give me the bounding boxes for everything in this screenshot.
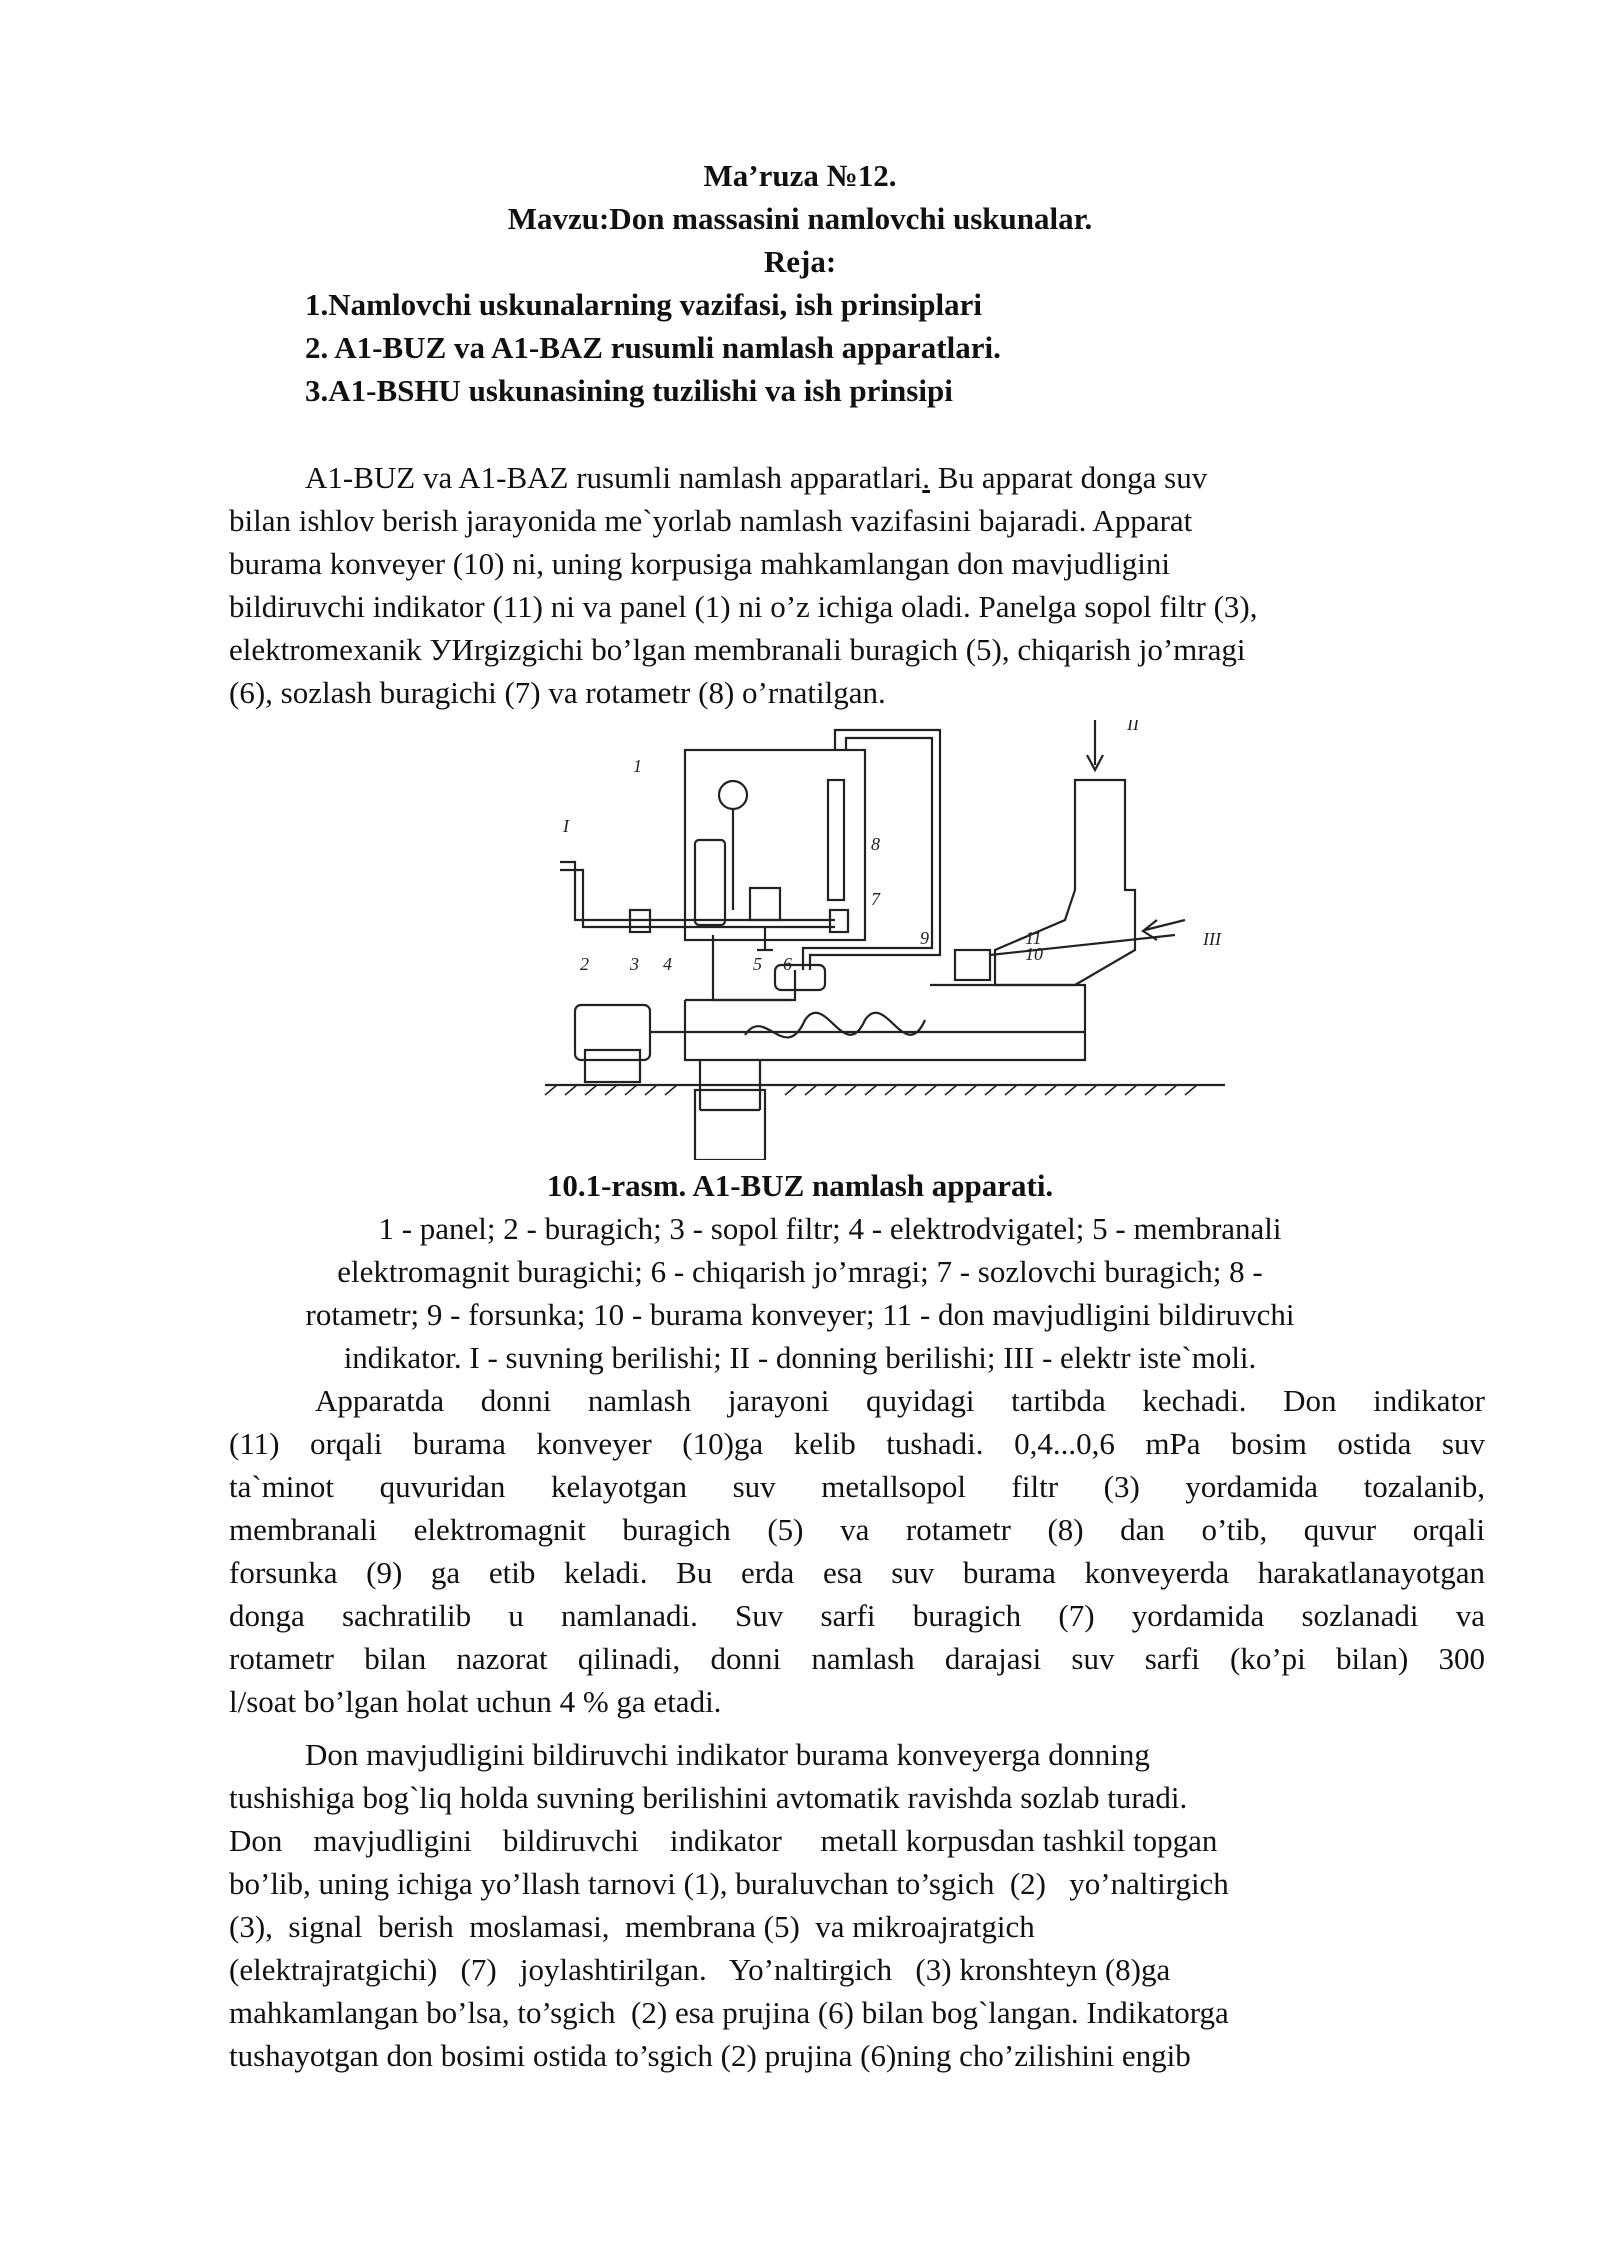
intro-line-6: (6), sozlash buragichi (7) va rotametr (8) o’rnatilgan. xyxy=(229,675,886,710)
lecture-topic: Mavzu:Don massasini namlovchi uskunalar. xyxy=(507,201,1093,236)
label-9: 9 xyxy=(920,928,929,948)
plan-item-2: 2. A1-BUZ va A1-BAZ rusumli namlash apparatlari. xyxy=(305,330,1001,365)
intro-line-4: bildiruvchi indikator (11) ni va panel (1) ni o’z ichiga oladi. Panelga sopol filtr (3), xyxy=(229,589,1258,624)
para2-line-1: Don mavjudligini bildiruvchi indikator burama konveyerga donning xyxy=(305,1737,1150,1772)
intro-lead-dot: . xyxy=(922,460,931,495)
rotametr-body xyxy=(828,780,844,900)
intro-line-1 xyxy=(305,456,1207,500)
apparatus-drawing-svg xyxy=(535,720,1255,1160)
outlet-chute xyxy=(695,1090,765,1160)
grain-hopper xyxy=(995,780,1135,985)
para2-line-8: tushayotgan don bosimi ostida to’sgich (2) prujina (6)ning cho’zilishini engib xyxy=(229,2038,1191,2073)
indicator-11 xyxy=(955,950,990,980)
figure-caption-line-1: 1 - panel; 2 - buragich; 3 - sopol filtr; 4 - elektrodvigatel; 5 - membranali xyxy=(378,1211,1282,1246)
plan-title: Reja: xyxy=(763,244,837,279)
intro-lead: A1-BUZ va A1-BAZ rusumli namlash apparatlari xyxy=(305,460,923,495)
lecture-number: Ma’ruza №12. xyxy=(703,158,897,193)
para1-line-4: membranali elektromagnit buragich (5) va rotametr (8) dan o’tib, quvur orqali xyxy=(229,1512,1485,1547)
para1-line-6: donga sachratilib u namlanadi. Suv sarfi buragich (7) yordamida sozlanadi va xyxy=(229,1598,1485,1633)
label-4: 4 xyxy=(663,954,672,974)
label-3: 3 xyxy=(630,954,639,974)
figure-caption-title: 10.1-rasm. A1-BUZ namlash apparati. xyxy=(546,1168,1054,1203)
figure-caption-line-2: elektromagnit buragichi; 6 - chiqarish jo’mragi; 7 - sozlovchi buragich; 8 - xyxy=(337,1254,1263,1289)
filter-3 xyxy=(695,840,725,925)
para1-line-7: rotametr bilan nazorat qilinadi, donni namlash darajasi suv sarfi (ko’pi bilan) 300 xyxy=(229,1641,1485,1676)
para1-line-1: Apparatda donni namlash jarayoni quyidagi tartibda kechadi. Don indikator xyxy=(315,1383,1485,1418)
intro-line-5: elektromexanik УИrgizgichi bo’lgan membranali buragich (5), chiqarish jo’mragi xyxy=(229,632,1246,667)
motor-body xyxy=(575,1005,650,1060)
label-11: 11 xyxy=(1025,928,1042,948)
conveyor-trough xyxy=(685,985,1085,1060)
intro-line-2: bilan ishlov berish jarayonida me`yorlab namlash vazifasini bajaradi. Apparat xyxy=(229,503,1193,538)
intro-lead-rest: Bu apparat donga suv xyxy=(930,460,1208,495)
screw-flights xyxy=(745,1013,925,1038)
label-5: 5 xyxy=(753,954,762,974)
para2-line-3: Don mavjudligini bildiruvchi indikator metall korpusdan tashkil topgan xyxy=(229,1823,1218,1858)
supply-line-lower xyxy=(560,870,835,927)
label-I: I xyxy=(563,816,569,836)
motor-base xyxy=(585,1050,640,1082)
arrow-II xyxy=(1087,720,1103,770)
para2-line-6: (elektrajratgichi) (7) joylashtirilgan. Yo’naltirgich (3) kronshteyn (8)ga xyxy=(229,1952,1171,1987)
figure-caption-line-4: indikator. I - suvning berilishi; II - donning berilishi; III - elektr iste`moli. xyxy=(343,1340,1257,1375)
label-III: III xyxy=(1203,929,1221,949)
plan-item-3: 3.A1-BSHU uskunasining tuzilishi va ish prinsipi xyxy=(305,373,953,408)
label-8: 8 xyxy=(871,834,880,854)
figure-caption-line-3: rotametr; 9 - forsunka; 10 - burama konveyer; 11 - don mavjudligini bildiruvchi xyxy=(305,1297,1295,1332)
label-1: 1 xyxy=(633,756,642,776)
apparatus-drawing xyxy=(535,720,1255,1160)
para2-line-7: mahkamlangan bo’lsa, to’sgich (2) esa prujina (6) bilan bog`langan. Indikatorga xyxy=(229,1995,1229,2030)
para2-line-2: tushishiga bog`liq holda suvning berilishini avtomatik ravishda sozlab turadi. xyxy=(229,1780,1188,1815)
floor-hatching xyxy=(545,1085,1197,1095)
outlet-tap-6 xyxy=(757,927,773,950)
para2-line-5: (3), signal berish moslamasi, membrana (5) va mikroajratgich xyxy=(229,1909,1035,1944)
membrane-valve-5 xyxy=(750,888,780,920)
intro-line-3: burama konveyer (10) ni, uning korpusiga mahkamlangan don mavjudligini xyxy=(229,546,1170,581)
gauge-circle xyxy=(719,781,747,809)
plan-item-1: 1.Namlovchi uskunalarning vazifasi, ish prinsiplari xyxy=(305,287,982,322)
water-pipe-inner xyxy=(803,738,932,970)
para1-line-5: forsunka (9) ga etib keladi. Bu erda esa suv burama konveyerda harakatlanayotgan xyxy=(229,1555,1485,1590)
label-II: II xyxy=(1127,720,1139,734)
electric-line-III xyxy=(990,935,1175,955)
label-2: 2 xyxy=(580,954,589,974)
label-10: 10 xyxy=(1025,944,1043,964)
panel-box xyxy=(685,750,865,940)
label-6: 6 xyxy=(783,954,792,974)
para1-line-8: l/soat bo’lgan holat uchun 4 % ga etadi. xyxy=(229,1684,722,1719)
label-7: 7 xyxy=(871,889,880,909)
supply-line-upper xyxy=(560,862,835,920)
para1-line-3: ta`minot quvuridan kelayotgan suv metallsopol filtr (3) yordamida tozalanib, xyxy=(229,1469,1485,1504)
para2-line-4: bo’lib, uning ichiga yo’llash tarnovi (1), buraluvchan to’sgich (2) yo’naltirgich xyxy=(229,1866,1229,1901)
para1-line-2: (11) orqali burama konveyer (10)ga kelib tushadi. 0,4...0,6 mPa bosim ostida suv xyxy=(229,1426,1485,1461)
